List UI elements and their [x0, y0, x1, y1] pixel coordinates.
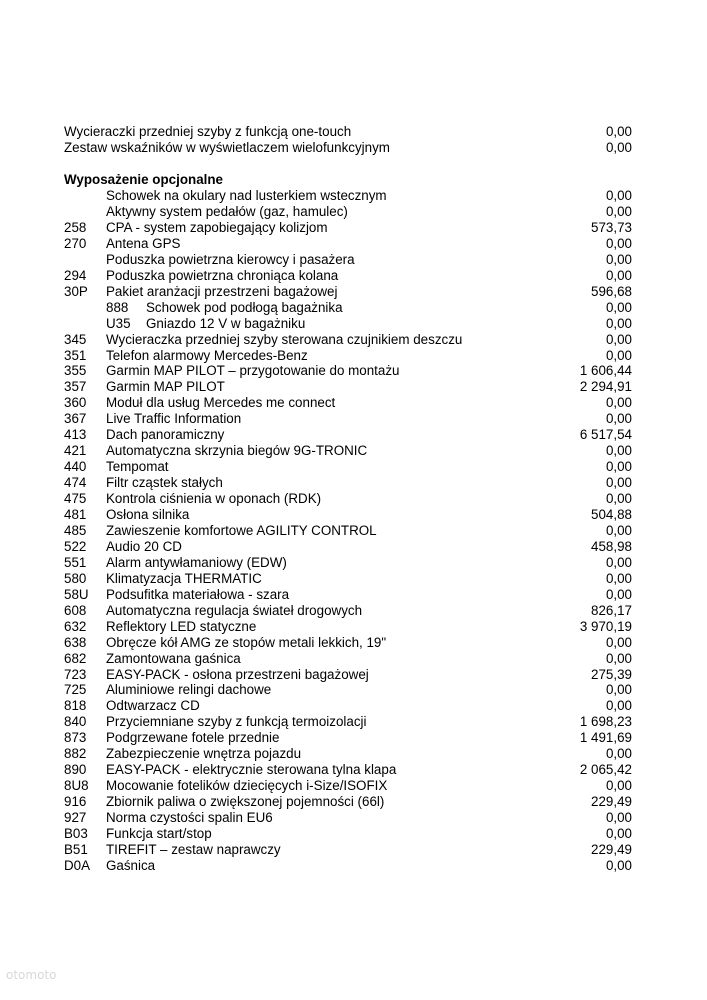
option-value: 0,00 — [605, 587, 632, 602]
option-row — [0, 539, 707, 555]
option-description-text: Zamontowana gaśnica — [106, 651, 241, 666]
option-row — [0, 395, 707, 411]
option-code: 818 — [64, 698, 87, 713]
option-row — [0, 236, 707, 252]
option-description-text: Automatyczna skrzynia biegów 9G-TRONIC — [106, 443, 368, 458]
option-value: 0,00 — [605, 698, 632, 713]
option-description-text: Kontrola ciśnienia w oponach (RDK) — [106, 491, 322, 506]
option-description-text: Poduszka powietrzna kierowcy i pasażera — [106, 252, 355, 267]
option-row — [0, 651, 707, 667]
option-value: 3 970,19 — [579, 619, 632, 634]
option-value: 0,00 — [605, 411, 632, 426]
option-value: 1 491,69 — [579, 730, 632, 745]
item-value: 0,00 — [605, 124, 632, 139]
option-code: 481 — [64, 507, 87, 522]
option-value: 0,00 — [605, 778, 632, 793]
option-row — [0, 746, 707, 762]
option-code: 725 — [64, 682, 87, 697]
option-value: 504,88 — [591, 507, 632, 522]
option-code: 522 — [64, 539, 87, 554]
option-row — [0, 316, 707, 332]
option-description — [106, 363, 400, 379]
option-code: 882 — [64, 746, 87, 761]
option-description-text: Reflektory LED statyczne — [106, 619, 257, 634]
option-description-text: Zabezpieczenie wnętrza pojazdu — [106, 746, 302, 761]
option-description-text: Osłona silnika — [106, 507, 190, 522]
option-value: 275,39 — [591, 667, 632, 682]
option-value: 2 294,91 — [579, 379, 632, 394]
option-code: 413 — [64, 427, 87, 442]
option-value: 0,00 — [605, 523, 632, 538]
item-value: 0,00 — [605, 140, 632, 155]
option-row — [0, 332, 707, 348]
option-description-text: Aluminiowe relingi dachowe — [106, 682, 272, 697]
option-value: 0,00 — [605, 475, 632, 490]
option-code: 580 — [64, 571, 87, 586]
option-row — [0, 555, 707, 571]
option-code: 682 — [64, 651, 87, 666]
option-value: 0,00 — [605, 555, 632, 570]
watermark: otomoto — [6, 968, 57, 982]
option-code: 638 — [64, 635, 87, 650]
option-description-text: Zbiornik paliwa o zwiększonej pojemności (66l) — [106, 794, 385, 809]
option-row — [0, 379, 707, 395]
option-description-text: Audio 20 CD — [106, 539, 182, 554]
option-description-text: Klimatyzacja THERMATIC — [106, 571, 262, 586]
option-description — [106, 220, 328, 236]
option-value: 0,00 — [605, 316, 632, 331]
option-description — [106, 284, 337, 300]
option-value: 0,00 — [605, 332, 632, 347]
option-description — [106, 332, 462, 348]
option-description-text: Zawieszenie komfortowe AGILITY CONTROL — [106, 523, 377, 538]
option-description-text: Aktywny system pedałów (gaz, hamulec) — [106, 204, 348, 219]
option-description — [106, 571, 262, 587]
item-description: Zestaw wskaźników w wyświetlaczem wielofunkcyjnym — [64, 140, 390, 155]
option-value: 0,00 — [605, 491, 632, 506]
option-description — [106, 491, 321, 507]
option-description-text: Tempomat — [106, 459, 169, 474]
option-code: 421 — [64, 443, 87, 458]
option-value: 0,00 — [605, 746, 632, 761]
option-code: 723 — [64, 667, 87, 682]
option-description-text: Filtr cząstek stałych — [106, 475, 223, 490]
option-row — [0, 459, 707, 475]
option-description — [106, 523, 377, 539]
option-row — [0, 220, 707, 236]
option-description-text: EASY-PACK - elektrycznie sterowana tylna klapa — [106, 762, 397, 777]
option-description-text: CPA - system zapobiegający kolizjom — [106, 220, 328, 235]
option-code: 360 — [64, 395, 87, 410]
option-row — [0, 507, 707, 523]
option-value: 229,49 — [591, 842, 632, 857]
option-row — [0, 698, 707, 714]
option-description — [106, 236, 180, 252]
option-row — [0, 603, 707, 619]
option-code: 475 — [64, 491, 87, 506]
option-row — [0, 778, 707, 794]
option-code: 8U8 — [64, 778, 89, 793]
option-code: 890 — [64, 762, 87, 777]
option-row — [0, 858, 707, 874]
option-code: 927 — [64, 810, 87, 825]
option-value: 0,00 — [605, 443, 632, 458]
option-row — [0, 587, 707, 603]
option-code: 270 — [64, 236, 87, 251]
option-description-text: Schowek pod podłogą bagażnika — [146, 300, 343, 315]
option-description — [106, 587, 289, 603]
option-description-text: Funkcja start/stop — [106, 826, 212, 841]
option-description-text: Moduł dla usług Mercedes me connect — [106, 395, 336, 410]
option-description — [106, 730, 279, 746]
option-description — [106, 443, 367, 459]
option-code: 357 — [64, 379, 87, 394]
option-subcode: 888 — [106, 300, 129, 315]
option-description — [106, 300, 343, 316]
option-code: B51 — [64, 842, 88, 857]
item-description: Wycieraczki przedniej szyby z funkcją one-touch — [64, 124, 352, 139]
option-description-text: Podsufitka materiałowa - szara — [106, 587, 290, 602]
option-description — [106, 411, 241, 427]
option-row — [0, 571, 707, 587]
option-row — [0, 427, 707, 443]
option-row — [0, 682, 707, 698]
option-value: 0,00 — [605, 268, 632, 283]
option-description — [106, 188, 387, 204]
option-row — [0, 667, 707, 683]
option-description — [106, 635, 386, 651]
option-code: 551 — [64, 555, 87, 570]
option-code: 873 — [64, 730, 87, 745]
option-value: 1 698,23 — [579, 714, 632, 729]
option-subcode: U35 — [106, 316, 131, 331]
option-description-text: Mocowanie fotelików dziecięcych i-Size/ISOFIX — [106, 778, 388, 793]
option-description-text: Pakiet aranżacji przestrzeni bagażowej — [106, 284, 338, 299]
option-description-text: Wycieraczka przedniej szyby sterowana czujnikiem deszczu — [106, 332, 463, 347]
option-code: 351 — [64, 348, 87, 363]
option-description — [106, 427, 224, 443]
option-row — [0, 842, 707, 858]
option-description-text: Automatyczna regulacja świateł drogowych — [106, 603, 363, 618]
option-description — [106, 651, 241, 667]
option-value: 2 065,42 — [579, 762, 632, 777]
option-row — [0, 348, 707, 364]
option-description-text: Gniazdo 12 V w bagażniku — [146, 316, 306, 331]
option-code: 345 — [64, 332, 87, 347]
option-row — [0, 363, 707, 379]
option-description — [106, 619, 256, 635]
option-description — [106, 826, 212, 842]
option-description — [106, 858, 155, 874]
option-code: B03 — [64, 826, 88, 841]
option-row — [0, 619, 707, 635]
option-description — [106, 682, 271, 698]
option-description-text: Schowek na okulary nad lusterkiem wstecznym — [106, 188, 387, 203]
option-description-text: TIREFIT – zestaw naprawczy — [106, 842, 281, 857]
option-description-text: Antena GPS — [106, 236, 181, 251]
option-description — [106, 507, 189, 523]
option-row — [0, 714, 707, 730]
top-item-row — [0, 140, 707, 156]
option-description — [106, 714, 366, 730]
option-code: 485 — [64, 523, 87, 538]
option-description — [106, 667, 369, 683]
option-description-text: Live Traffic Information — [106, 411, 242, 426]
option-description — [106, 379, 225, 395]
option-description — [106, 746, 301, 762]
option-description — [106, 268, 338, 284]
option-value: 0,00 — [605, 395, 632, 410]
option-code: 258 — [64, 220, 87, 235]
option-value: 0,00 — [605, 300, 632, 315]
option-description — [106, 603, 362, 619]
option-value: 0,00 — [605, 635, 632, 650]
option-description — [106, 395, 335, 411]
option-description-text: Garmin MAP PILOT – przygotowanie do montażu — [106, 363, 400, 378]
option-description-text: Dach panoramiczny — [106, 427, 225, 442]
option-value: 458,98 — [591, 539, 632, 554]
option-row — [0, 204, 707, 220]
option-row — [0, 475, 707, 491]
option-code: 355 — [64, 363, 87, 378]
option-row — [0, 491, 707, 507]
option-row — [0, 443, 707, 459]
option-description — [106, 459, 169, 475]
option-value: 0,00 — [605, 236, 632, 251]
option-description-text: Norma czystości spalin EU6 — [106, 810, 273, 825]
option-row — [0, 411, 707, 427]
option-value: 826,17 — [591, 603, 632, 618]
option-code: 840 — [64, 714, 87, 729]
option-code: 632 — [64, 619, 87, 634]
option-value: 0,00 — [605, 204, 632, 219]
option-row — [0, 826, 707, 842]
option-value: 0,00 — [605, 348, 632, 363]
option-description — [106, 810, 273, 826]
option-value: 596,68 — [591, 284, 632, 299]
option-code: 608 — [64, 603, 87, 618]
option-code: 367 — [64, 411, 87, 426]
option-code: D0A — [64, 858, 91, 873]
option-code: 58U — [64, 587, 89, 602]
option-description — [106, 762, 396, 778]
option-description — [106, 794, 384, 810]
option-description — [106, 475, 223, 491]
option-row — [0, 762, 707, 778]
option-row — [0, 188, 707, 204]
option-description — [106, 204, 348, 220]
option-description-text: Obręcze kół AMG ze stopów metali lekkich, 19" — [106, 635, 387, 650]
option-description — [106, 348, 308, 364]
option-description — [106, 842, 281, 858]
option-row — [0, 284, 707, 300]
option-value: 0,00 — [605, 651, 632, 666]
option-description — [106, 778, 387, 794]
option-code: 294 — [64, 268, 87, 283]
option-row — [0, 810, 707, 826]
option-description-text: Alarm antywłamaniowy (EDW) — [106, 555, 287, 570]
option-description — [106, 316, 305, 332]
option-row — [0, 268, 707, 284]
option-description-text: Gaśnica — [106, 858, 156, 873]
option-row — [0, 300, 707, 316]
option-value: 1 606,44 — [579, 363, 632, 378]
option-row — [0, 252, 707, 268]
option-value: 0,00 — [605, 810, 632, 825]
option-description — [106, 252, 355, 268]
option-value: 573,73 — [591, 220, 632, 235]
option-description — [106, 539, 182, 555]
option-value: 229,49 — [591, 794, 632, 809]
option-code: 440 — [64, 459, 87, 474]
option-code: 474 — [64, 475, 87, 490]
option-description-text: EASY-PACK - osłona przestrzeni bagażowej — [106, 667, 369, 682]
option-value: 0,00 — [605, 459, 632, 474]
option-description-text: Telefon alarmowy Mercedes-Benz — [106, 348, 308, 363]
option-value: 0,00 — [605, 858, 632, 873]
section-title: Wyposażenie opcjonalne — [64, 172, 223, 187]
option-value: 0,00 — [605, 252, 632, 267]
option-description-text: Podgrzewane fotele przednie — [106, 730, 280, 745]
option-row — [0, 730, 707, 746]
option-code: 30P — [64, 284, 88, 299]
option-description — [106, 698, 200, 714]
option-row — [0, 523, 707, 539]
option-code: 916 — [64, 794, 87, 809]
option-description-text: Przyciemniane szyby z funkcją termoizolacji — [106, 714, 367, 729]
top-item-row — [0, 124, 707, 140]
option-value: 0,00 — [605, 682, 632, 697]
option-value: 0,00 — [605, 188, 632, 203]
option-description-text: Poduszka powietrzna chroniąca kolana — [106, 268, 339, 283]
option-row — [0, 794, 707, 810]
option-description-text: Odtwarzacz CD — [106, 698, 200, 713]
option-description — [106, 555, 287, 571]
option-row — [0, 635, 707, 651]
option-value: 6 517,54 — [579, 427, 632, 442]
option-description-text: Garmin MAP PILOT — [106, 379, 225, 394]
option-value: 0,00 — [605, 826, 632, 841]
option-value: 0,00 — [605, 571, 632, 586]
